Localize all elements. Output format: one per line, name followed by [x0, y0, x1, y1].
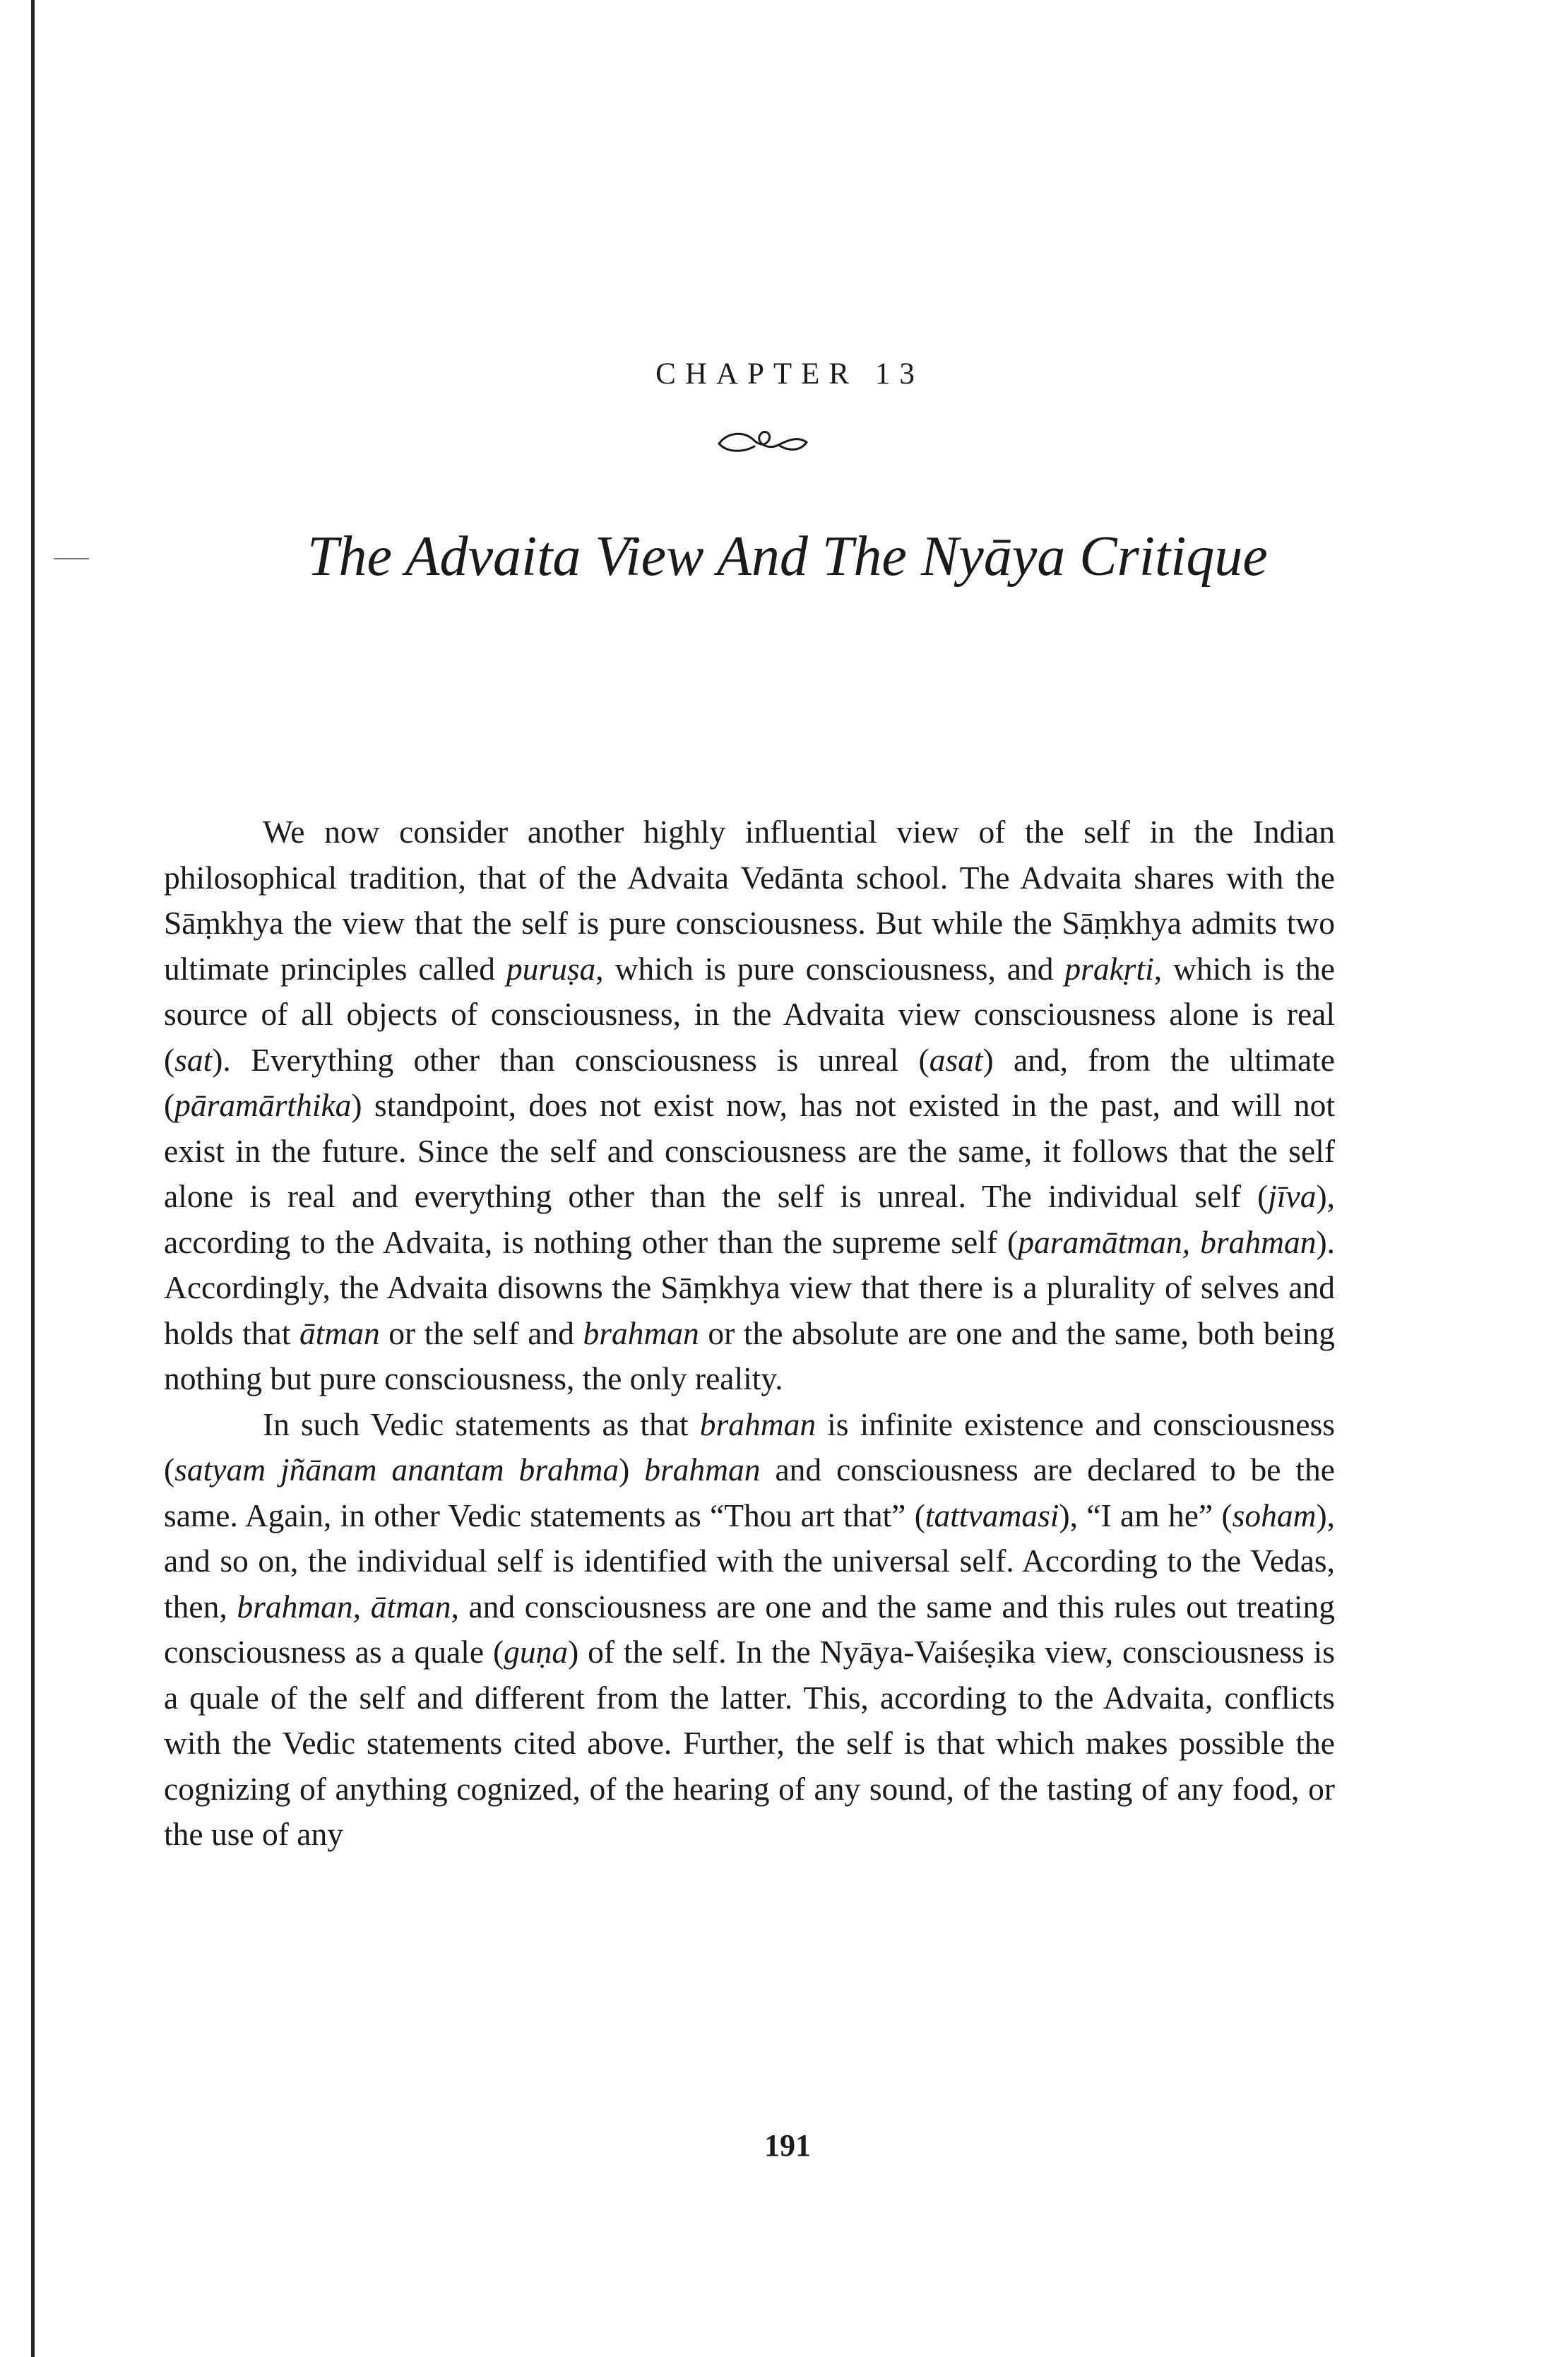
- text-run: ) and, from the ultimate (: [164, 1041, 1335, 1123]
- italic-term: asat: [929, 1041, 983, 1078]
- italic-term: paramātman, brahman: [1018, 1223, 1317, 1260]
- chapter-title: The Advaita View And The Nyāya Critique: [307, 526, 1268, 588]
- text-run: ) of the self. In the Nyāya-Vaiśeṣika view, consciousness is a quale of the self and different from the latter. This, according to the Advaita, conflicts with the Vedic statements cited above. Further, the self is that which makes possible the cognizing of anything cognized, of the hearing of any sound, of the tasting of any food, or the use of any: [164, 1634, 1335, 1852]
- text-run: We now consider another highly influential view of the self in the Indian philosophical tradition, that of the Advaita Vedānta school. The Advaita shares with the Sāṃkhya the view that the self is pure consciousness. But while the Sāṃkhya admits two ultimate principles called: [164, 814, 1335, 987]
- ornament-icon: [713, 422, 812, 458]
- italic-term: brahman: [644, 1451, 761, 1488]
- italic-term: ātman: [299, 1314, 380, 1351]
- italic-term: brahman, ātman: [237, 1588, 451, 1625]
- text-run: ) standpoint, does not exist now, has not existed in the past, and will not exist in the future. Since the self and consciousness are the same, it follows that the self alone is real and everything other than the self is unreal. The individual self (: [164, 1087, 1335, 1214]
- text-run: ). Accordingly, the Advaita disowns the Sāṃkhya view that there is a plurality of selves and holds that: [164, 1223, 1336, 1351]
- text-run: ), according to the Advaita, is nothing other than the supreme self (: [164, 1178, 1335, 1260]
- text-run: ), “I am he” (: [1059, 1497, 1233, 1533]
- text-run: , which is pure consciousness, and: [595, 950, 1065, 987]
- text-run: and consciousness are declared to be the same. Again, in other Vedic statements as “Thou art that” (: [164, 1451, 1336, 1533]
- paragraph: [164, 1402, 1335, 1858]
- text-run: ): [619, 1451, 645, 1488]
- italic-term: jīva: [1268, 1178, 1317, 1214]
- italic-term: sat: [174, 1041, 213, 1078]
- italic-term: brahman: [583, 1314, 699, 1351]
- text-run: or the self and: [379, 1314, 583, 1351]
- body-text: [164, 809, 1335, 1858]
- italic-term: puruṣa: [506, 950, 596, 987]
- italic-term: prakṛti: [1064, 950, 1154, 987]
- text-run: ), and so on, the individual self is identified with the universal self. According to the Vedas, then,: [164, 1497, 1335, 1625]
- chapter-label: CHAPTER 13: [655, 357, 924, 391]
- text-run: ). Everything other than consciousness is unreal (: [212, 1041, 929, 1078]
- italic-term: brahman: [699, 1406, 816, 1442]
- text-run: or the absolute are one and the same, both being nothing but pure consciousness, the only reality.: [164, 1314, 1336, 1396]
- italic-term: guṇa: [504, 1634, 569, 1670]
- italic-term: tattvamasi: [925, 1497, 1059, 1533]
- text-run: In such Vedic statements as that: [263, 1406, 700, 1442]
- italic-term: pāramārthika: [174, 1087, 352, 1123]
- italic-term: satyam jñānam anantam brahma: [174, 1451, 619, 1488]
- text-run: , and consciousness are one and the same and this rules out treating consciousness as a quale (: [164, 1588, 1335, 1670]
- binding-edge: [31, 0, 35, 2357]
- paragraph: [164, 809, 1335, 1402]
- text-run: , which is the source of all objects of consciousness, in the Advaita view consciousness alone is real (: [164, 950, 1335, 1078]
- text-run: is infinite existence and consciousness (: [164, 1406, 1335, 1488]
- page-number: 191: [764, 2128, 811, 2163]
- italic-term: soham: [1232, 1497, 1317, 1533]
